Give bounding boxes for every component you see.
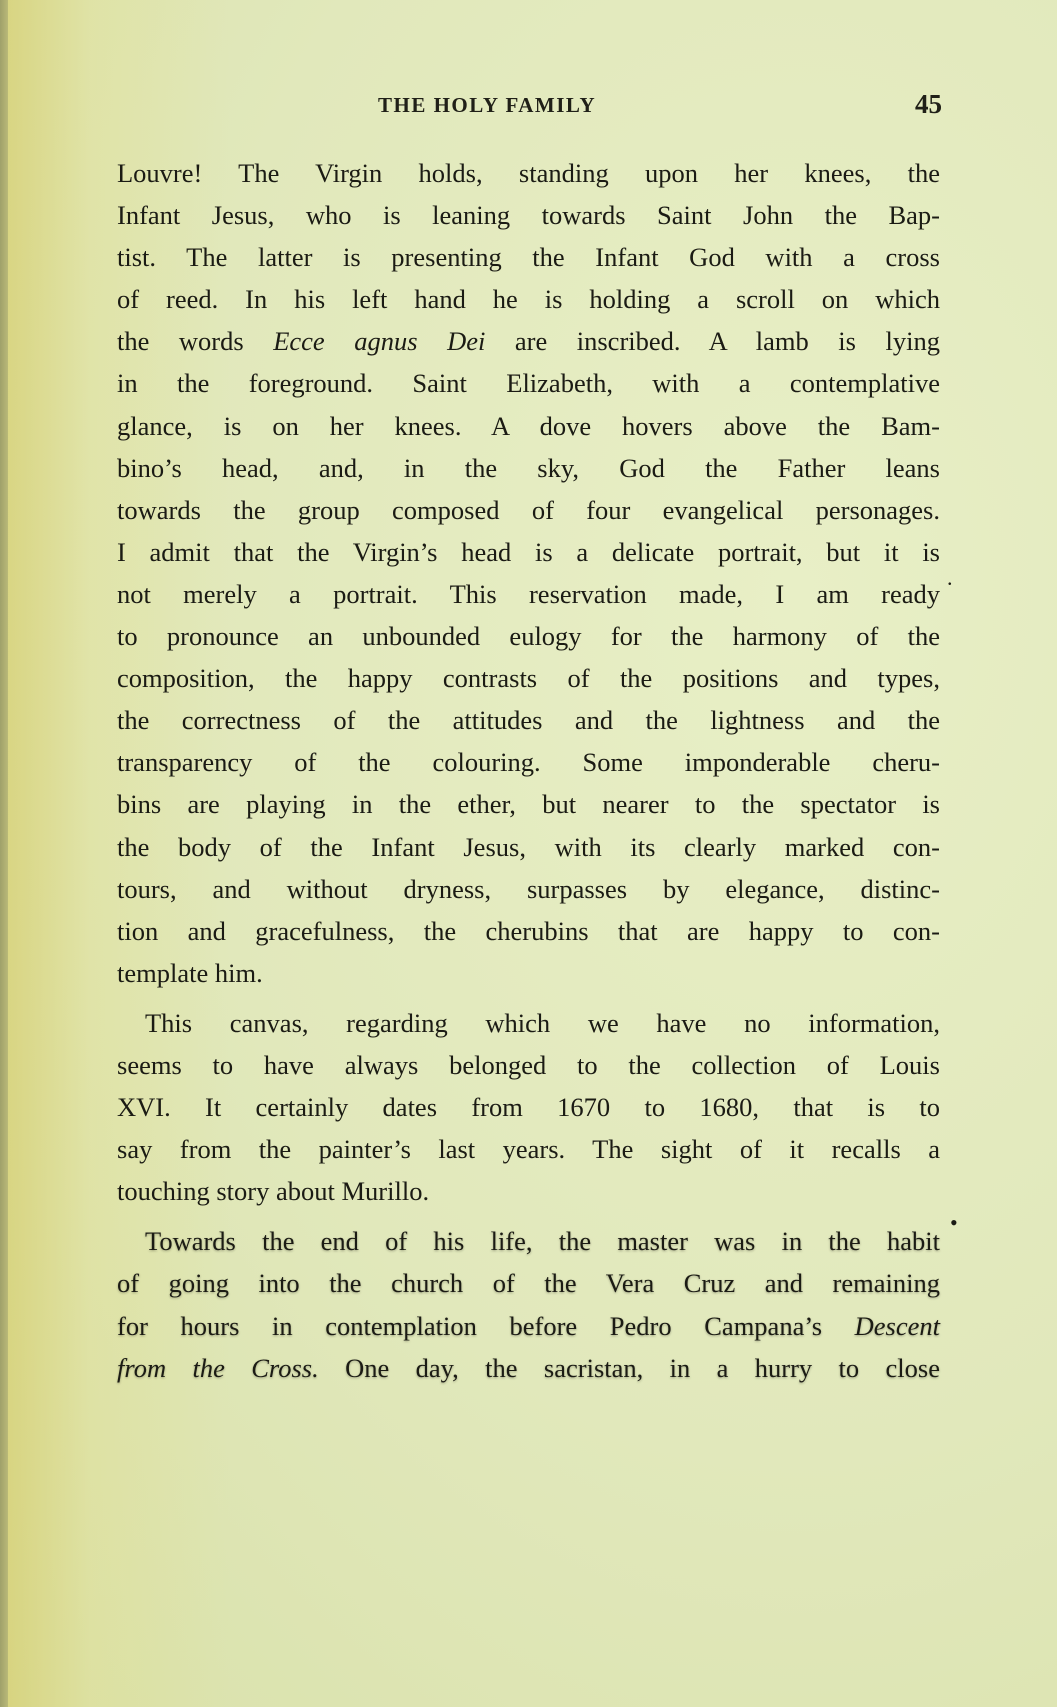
page-number: 45	[915, 89, 942, 119]
paragraph-1	[117, 152, 940, 994]
text-line: seems to have always belonged to the collection of Louis	[117, 1049, 940, 1080]
text-line: bino’s head, and, in the sky, God the Father leans	[117, 452, 940, 483]
text-line: touching story about Murillo.	[117, 1176, 430, 1207]
paragraph-2	[117, 1002, 940, 1212]
paragraph-3	[117, 1220, 940, 1388]
text-segment: One day, the sacristan, in a hurry to close	[318, 1352, 940, 1383]
text-line: XVI. It certainly dates from 1670 to 1680, that is to	[117, 1092, 940, 1123]
text-segment: for hours in contemplation before Pedro Campana’s	[117, 1310, 855, 1341]
text-line: tist. The latter is presenting the Infant God with a cross	[117, 242, 940, 273]
paragraph-gap	[117, 994, 940, 1002]
running-head: THE HOLY FAMILY	[378, 93, 597, 117]
text-line: I admit that the Virgin’s head is a delicate portrait, but it is	[117, 536, 940, 567]
page-header	[120, 89, 942, 123]
artwork-title: from the Cross.	[117, 1352, 319, 1383]
page-binding-edge	[0, 0, 8, 1707]
text-line: tion and gracefulness, the cherubins that are happy to con-	[117, 915, 940, 946]
text-line: in the foreground. Saint Elizabeth, with a contemplative	[117, 368, 940, 399]
text-line: tours, and without dryness, surpasses by elegance, distinc-	[117, 873, 940, 904]
text-line: say from the painter’s last years. The sight of it recalls a	[117, 1134, 940, 1165]
paragraph-gap	[117, 1212, 940, 1220]
text-line: glance, is on her knees. A dove hovers above the Bam-	[117, 410, 940, 441]
text-segment: are inscribed. A lamb is lying	[485, 326, 940, 357]
text-line: composition, the happy contrasts of the positions and types,	[117, 663, 940, 694]
text-line: transparency of the colouring. Some imponderable cheru-	[117, 747, 940, 778]
text-line: towards the group composed of four evangelical personages.	[117, 494, 940, 525]
text-line: the body of the Infant Jesus, with its clearly marked con-	[117, 831, 940, 862]
artwork-title: Descent	[854, 1310, 940, 1341]
text-line: This canvas, regarding which we have no information,	[145, 1007, 940, 1038]
text-line: of going into the church of the Vera Cruz and remaining	[117, 1268, 940, 1299]
text-line: not merely a portrait. This reservation made, I am ready	[117, 578, 940, 609]
text-line: template him.	[117, 957, 263, 988]
text-line: the correctness of the attitudes and the lightness and the	[117, 705, 940, 736]
text-line: to pronounce an unbounded eulogy for the harmony of the	[117, 621, 940, 652]
text-line	[117, 320, 940, 362]
latin-phrase: Ecce agnus Dei	[273, 326, 486, 357]
text-line: bins are playing in the ether, but nearer to the spectator is	[117, 789, 940, 820]
text-line: Louvre! The Virgin holds, standing upon her knees, the	[117, 158, 940, 188]
text-line: Infant Jesus, who is leaning towards Saint John the Bap-	[117, 200, 940, 231]
text-line: of reed. In his left hand he is holding a scroll on which	[117, 284, 940, 315]
text-line	[117, 1305, 940, 1347]
text-segment: the words	[117, 326, 274, 357]
text-line: Towards the end of his life, the master was in the habit	[145, 1226, 940, 1257]
margin-mark: •	[950, 1210, 958, 1235]
text-line	[117, 1347, 940, 1389]
margin-mark: .	[947, 565, 953, 590]
body-text	[117, 152, 940, 1389]
